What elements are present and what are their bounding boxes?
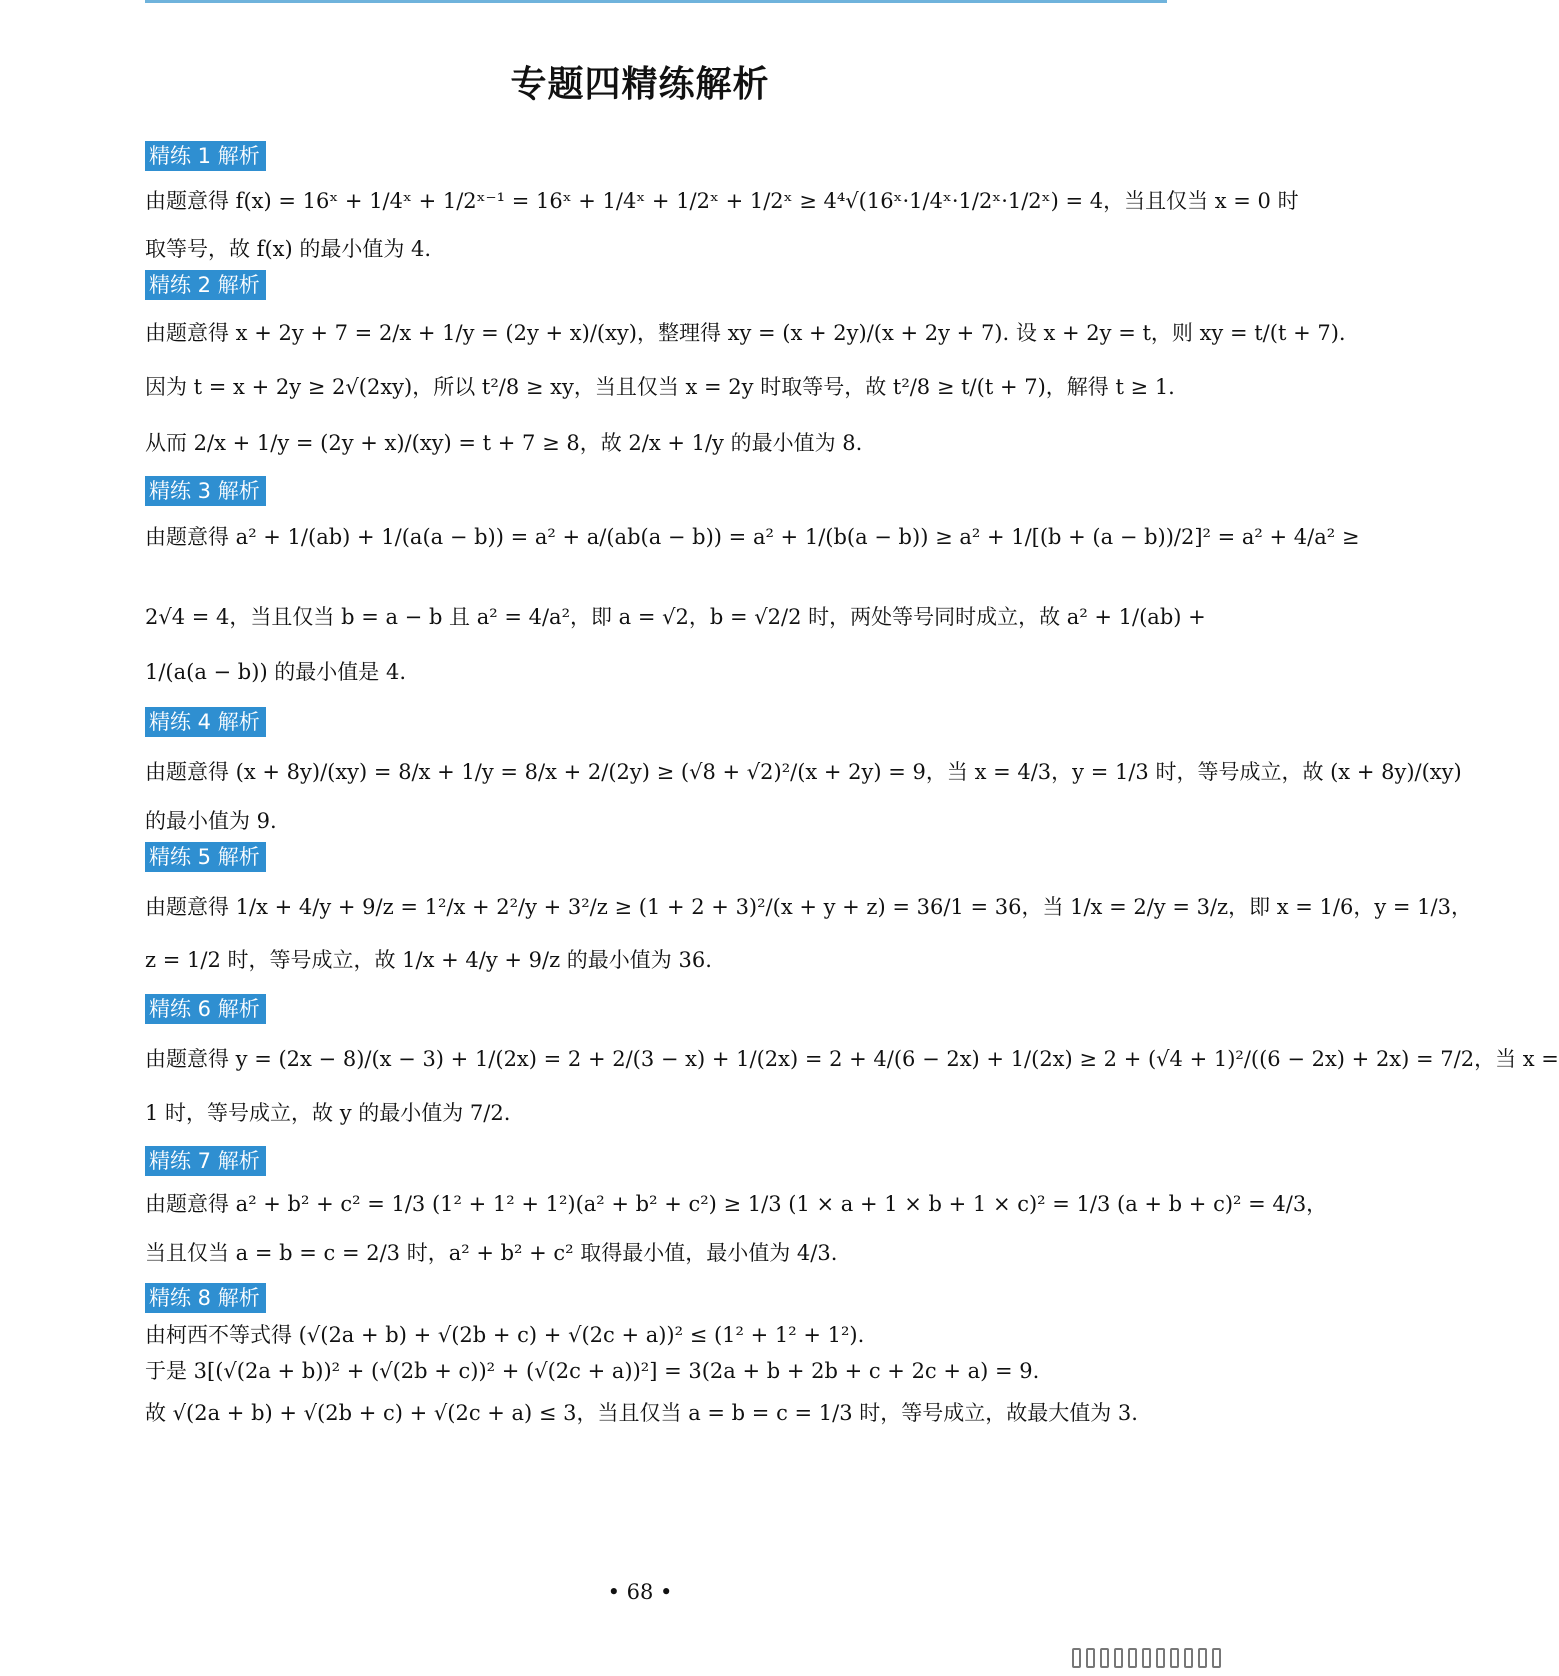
section-7-line-2: 当且仅当 a = b = c = 2/3 时，a² + b² + c² 取得最小值，最小值为 4/3. — [145, 1241, 838, 1265]
section-4-line-1: 由题意得 (x + 8y)/(xy) = 8/x + 1/y = 8/x + 2/(2y) ≥ (√8 + √2)²/(x + 2y) = 9，当 x = 4/3，y = 1/3 时，等号成立，故 (x + 8y)/(xy) — [145, 760, 1462, 784]
page-title: 专题四精练解析 — [510, 64, 770, 105]
section-8-label: 精练 8 解析 — [145, 1283, 266, 1313]
section-6-line-1: 由题意得 y = (2x − 8)/(x − 3) + 1/(2x) = 2 + 2/(3 − x) + 1/(2x) = 2 + 4/(6 − 2x) + 1/(2x) ≥ 2 + (√4 + 1)²/((6 − 2x) + 2x) = 7/2，当 x = — [145, 1047, 1559, 1071]
section-2-line-3: 从而 2/x + 1/y = (2y + x)/(xy) = t + 7 ≥ 8，故 2/x + 1/y 的最小值为 8. — [145, 431, 863, 455]
section-3-label: 精练 3 解析 — [145, 476, 266, 506]
section-3-line-1: 由题意得 a² + 1/(ab) + 1/(a(a − b)) = a² + a/(ab(a − b)) = a² + 1/(b(a − b)) ≥ a² + 1/[(b + (a − b))/2]² = a² + 4/a² ≥ — [145, 525, 1360, 549]
section-5-line-1: 由题意得 1/x + 4/y + 9/z = 1²/x + 2²/y + 3²/z ≥ (1 + 2 + 3)²/(x + y + z) = 36/1 = 36，当 1/x = 2/y = 3/z，即 x = 1/6，y = 1/3， — [145, 895, 1472, 919]
section-1-label: 精练 1 解析 — [145, 141, 266, 171]
indicator-bar — [1100, 1648, 1109, 1668]
section-5-line-2: z = 1/2 时，等号成立，故 1/x + 4/y + 9/z 的最小值为 36. — [145, 948, 712, 972]
page-number: • 68 • — [607, 1580, 673, 1604]
indicator-bar — [1170, 1648, 1179, 1668]
section-1-line-2: 取等号，故 f(x) 的最小值为 4. — [145, 237, 432, 261]
section-7-line-1: 由题意得 a² + b² + c² = 1/3 (1² + 1² + 1²)(a² + b² + c²) ≥ 1/3 (1 × a + 1 × b + 1 × c)² = 1/3 (a + b + c)² = 4/3， — [145, 1192, 1328, 1216]
indicator-bar — [1156, 1648, 1165, 1668]
section-4-line-2: 的最小值为 9. — [145, 809, 277, 833]
indicator-bar — [1114, 1648, 1123, 1668]
top-rule — [145, 0, 1167, 3]
section-8-line-3: 故 √(2a + b) + √(2b + c) + √(2c + a) ≤ 3，当且仅当 a = b = c = 1/3 时，等号成立，故最大值为 3. — [145, 1401, 1138, 1425]
scroll-indicator — [1072, 1648, 1252, 1670]
section-4-label: 精练 4 解析 — [145, 707, 266, 737]
section-6-label: 精练 6 解析 — [145, 994, 266, 1024]
indicator-bar — [1184, 1648, 1193, 1668]
section-6-line-2: 1 时，等号成立，故 y 的最小值为 7/2. — [145, 1101, 511, 1125]
indicator-bar — [1198, 1648, 1207, 1668]
section-7-label: 精练 7 解析 — [145, 1146, 266, 1176]
section-2-line-2: 因为 t = x + 2y ≥ 2√(2xy)，所以 t²/8 ≥ xy，当且仅当 x = 2y 时取等号，故 t²/8 ≥ t/(t + 7)，解得 t ≥ 1. — [145, 375, 1175, 399]
section-2-label: 精练 2 解析 — [145, 270, 266, 300]
indicator-bar — [1128, 1648, 1137, 1668]
section-8-line-2: 于是 3[(√(2a + b))² + (√(2b + c))² + (√(2c + a))²] = 3(2a + b + 2b + c + 2c + a) = 9. — [145, 1359, 1040, 1383]
indicator-bar — [1072, 1648, 1081, 1668]
indicator-bar — [1086, 1648, 1095, 1668]
indicator-bar — [1142, 1648, 1151, 1668]
indicator-bar — [1212, 1648, 1221, 1668]
section-5-label: 精练 5 解析 — [145, 842, 266, 872]
section-1-line-1: 由题意得 f(x) = 16ˣ + 1/4ˣ + 1/2ˣ⁻¹ = 16ˣ + 1/4ˣ + 1/2ˣ + 1/2ˣ ≥ 4⁴√(16ˣ·1/4ˣ·1/2ˣ·1/2ˣ) = 4，当且仅当 x = 0 时 — [145, 189, 1299, 213]
section-2-line-1: 由题意得 x + 2y + 7 = 2/x + 1/y = (2y + x)/(xy)，整理得 xy = (x + 2y)/(x + 2y + 7). 设 x + 2y = t，则 xy = t/(t + 7). — [145, 321, 1346, 345]
section-3-line-2: 2√4 = 4，当且仅当 b = a − b 且 a² = 4/a²，即 a = √2，b = √2/2 时，两处等号同时成立，故 a² + 1/(ab) + — [145, 605, 1206, 629]
section-8-line-1: 由柯西不等式得 (√(2a + b) + √(2b + c) + √(2c + a))² ≤ (1² + 1² + 1²). — [145, 1323, 865, 1347]
section-3-line-3: 1/(a(a − b)) 的最小值是 4. — [145, 660, 407, 684]
